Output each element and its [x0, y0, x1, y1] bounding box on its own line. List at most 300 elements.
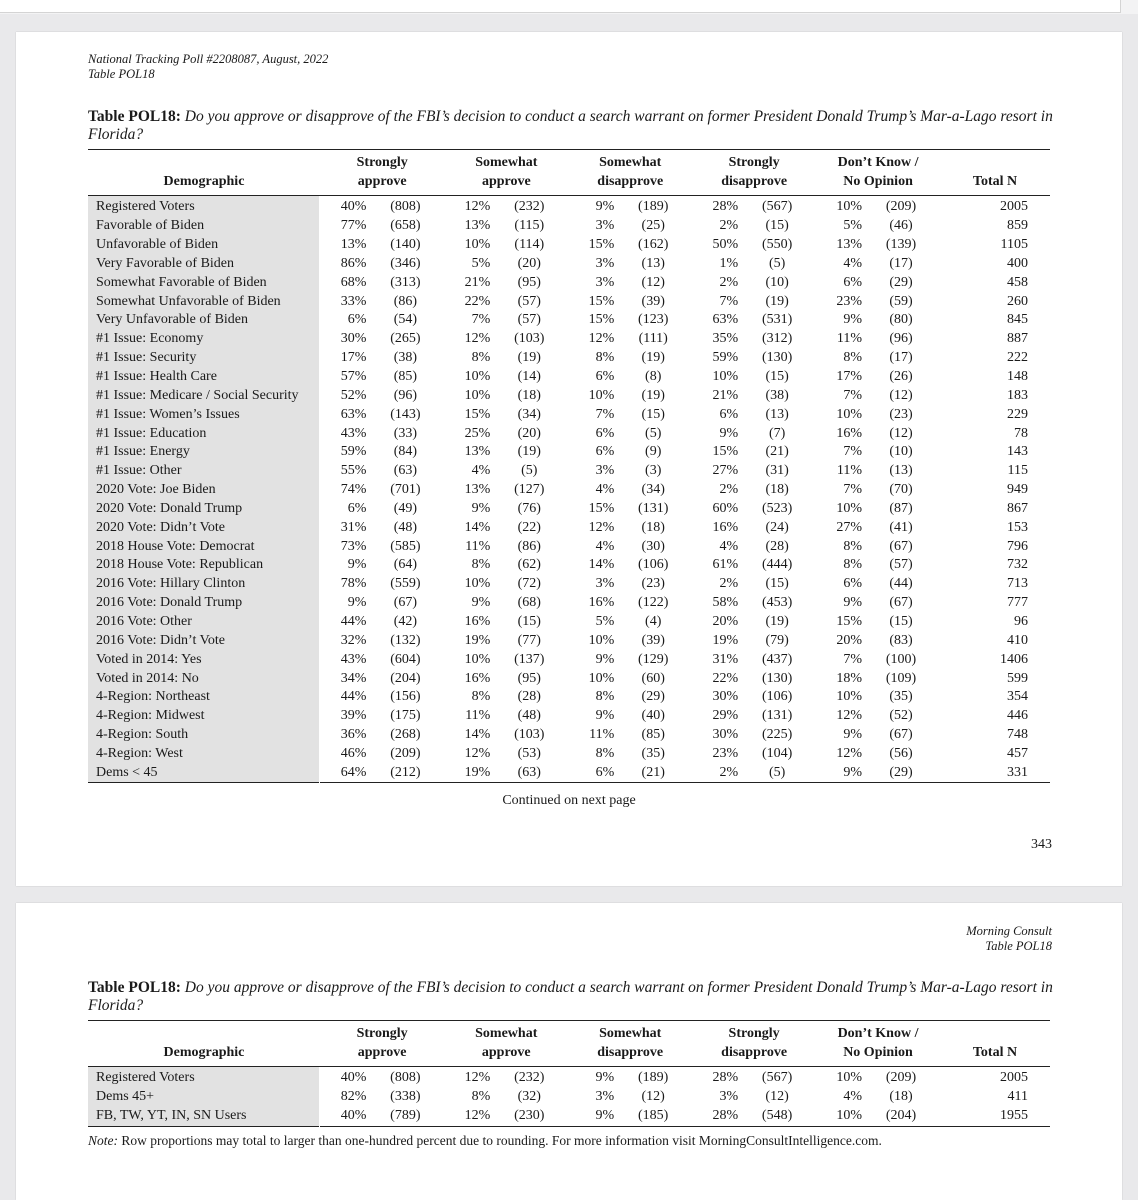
count-cell: (559) [390, 576, 421, 592]
percent-cell: 52% [340, 387, 367, 403]
percent-cell: 23% [836, 293, 863, 309]
percent-cell: 7% [719, 293, 739, 309]
percent-cell: 10% [836, 689, 863, 705]
percent-cell: 9% [471, 595, 491, 611]
demographic-label: 4-Region: Northeast [88, 688, 320, 707]
count-cell: (232) [514, 199, 545, 215]
caption-question: Do you approve or disapprove of the FBI’s decision to conduct a search warrant on former President Donald Trump’s Mar-a-Lago resort in Florida? [88, 979, 1053, 1014]
percent-cell: 9% [595, 708, 615, 724]
percent-cell: 3% [719, 1089, 739, 1105]
table-row [88, 330, 1050, 349]
percent-cell: 3% [595, 255, 615, 271]
demographic-label: Dems < 45 [88, 763, 320, 782]
count-cell: (139) [885, 237, 917, 253]
percent-cell: 22% [712, 670, 739, 686]
count-cell: (567) [761, 199, 793, 215]
percent-cell: 8% [843, 557, 863, 573]
percent-cell: 16% [464, 613, 491, 629]
count-cell: (12) [641, 274, 665, 290]
percent-cell: 21% [464, 274, 491, 290]
count-cell: (268) [390, 727, 421, 743]
total-n-cell: 949 [1007, 482, 1028, 498]
table-row [88, 196, 1050, 217]
count-cell: (10) [765, 274, 789, 290]
count-cell: (3) [645, 463, 662, 479]
count-cell: (57) [889, 557, 913, 573]
count-cell: (189) [638, 199, 669, 215]
demographic-label: 4-Region: South [88, 726, 320, 745]
percent-cell: 6% [595, 764, 615, 780]
count-cell: (13) [765, 406, 789, 422]
count-cell: (106) [638, 557, 669, 573]
demographic-label: #1 Issue: Medicare / Social Security [88, 386, 320, 405]
percent-cell: 17% [836, 369, 863, 385]
percent-cell: 28% [712, 1108, 739, 1124]
percent-cell: 8% [471, 689, 491, 705]
count-cell: (12) [641, 1089, 665, 1105]
count-cell: (29) [641, 689, 665, 705]
percent-cell: 31% [340, 519, 367, 535]
count-cell: (48) [517, 708, 541, 724]
percent-cell: 74% [340, 482, 367, 498]
percent-cell: 29% [712, 708, 739, 724]
percent-cell: 16% [712, 519, 739, 535]
count-cell: (39) [641, 293, 665, 309]
table-row [88, 594, 1050, 613]
demographic-label: #1 Issue: Other [88, 462, 320, 481]
total-n-cell: 2005 [1000, 199, 1028, 215]
count-cell: (109) [885, 670, 917, 686]
percent-cell: 15% [588, 500, 615, 516]
count-cell: (531) [761, 312, 793, 328]
percent-cell: 6% [595, 369, 615, 385]
count-cell: (83) [889, 632, 913, 648]
count-cell: (59) [889, 293, 913, 309]
count-cell: (230) [514, 1108, 545, 1124]
percent-cell: 6% [595, 444, 615, 460]
total-n-cell: 411 [1007, 1089, 1028, 1105]
note-text: Row proportions may total to larger than one-hundred percent due to rounding. For more information visit MorningConsultIntelligence.com. [121, 1133, 882, 1148]
percent-cell: 33% [340, 293, 367, 309]
table-row [88, 500, 1050, 519]
note-label: Note: [88, 1133, 118, 1148]
count-cell: (19) [517, 444, 541, 460]
total-n-cell: 732 [1007, 557, 1028, 573]
count-cell: (60) [641, 670, 665, 686]
count-cell: (232) [514, 1070, 545, 1086]
count-cell: (56) [889, 745, 913, 761]
count-cell: (35) [641, 745, 665, 761]
percent-cell: 9% [595, 1070, 615, 1086]
count-cell: (34) [641, 482, 665, 498]
table-row [88, 518, 1050, 537]
demographic-label: 4-Region: West [88, 744, 320, 763]
count-cell: (96) [889, 331, 913, 347]
count-cell: (41) [889, 519, 913, 535]
count-cell: (35) [889, 689, 913, 705]
count-cell: (70) [889, 482, 913, 498]
total-n-cell: 457 [1007, 745, 1028, 761]
count-cell: (15) [641, 406, 665, 422]
percent-cell: 8% [471, 1089, 491, 1105]
percent-cell: 10% [464, 237, 491, 253]
count-cell: (808) [390, 1070, 421, 1086]
percent-cell: 4% [843, 1089, 863, 1105]
count-cell: (8) [645, 369, 662, 385]
table-row [88, 292, 1050, 311]
percent-cell: 3% [595, 576, 615, 592]
col-strongly-approve: Strongly approve [320, 1021, 444, 1067]
percent-cell: 8% [843, 350, 863, 366]
count-cell: (44) [889, 576, 913, 592]
percent-cell: 7% [595, 406, 615, 422]
table-row [88, 631, 1050, 650]
percent-cell: 15% [712, 444, 739, 460]
total-n-cell: 1406 [1000, 651, 1028, 667]
percent-cell: 61% [712, 557, 739, 573]
percent-cell: 10% [464, 369, 491, 385]
percent-cell: 13% [464, 444, 491, 460]
count-cell: (18) [517, 387, 541, 403]
count-cell: (67) [393, 595, 418, 611]
count-cell: (123) [638, 312, 669, 328]
percent-cell: 6% [843, 576, 863, 592]
percent-cell: 12% [836, 708, 863, 724]
count-cell: (48) [393, 519, 418, 535]
percent-cell: 27% [712, 463, 739, 479]
percent-cell: 8% [471, 557, 491, 573]
total-n-cell: 867 [1007, 500, 1028, 516]
table-body [88, 1067, 1050, 1127]
percent-cell: 86% [340, 255, 367, 271]
total-n-cell: 796 [1007, 538, 1028, 554]
percent-cell: 6% [347, 312, 367, 328]
demographic-label: 2016 Vote: Other [88, 613, 320, 632]
demographic-label: Very Unfavorable of Biden [88, 311, 320, 330]
table-row [88, 349, 1050, 368]
table-body [88, 196, 1050, 783]
count-cell: (204) [885, 1108, 917, 1124]
percent-cell: 15% [588, 312, 615, 328]
demographic-label: #1 Issue: Security [88, 349, 320, 368]
table-row [88, 1067, 1050, 1088]
percent-cell: 31% [712, 651, 739, 667]
percent-cell: 50% [712, 237, 739, 253]
percent-cell: 78% [340, 576, 367, 592]
count-cell: (12) [765, 1089, 789, 1105]
total-n-cell: 458 [1007, 274, 1028, 290]
percent-cell: 9% [471, 500, 491, 516]
demographic-label: 2016 Vote: Didn’t Vote [88, 631, 320, 650]
count-cell: (567) [761, 1070, 793, 1086]
percent-cell: 63% [340, 406, 367, 422]
count-cell: (140) [390, 237, 421, 253]
count-cell: (57) [517, 312, 541, 328]
percent-cell: 19% [464, 764, 491, 780]
percent-cell: 10% [464, 387, 491, 403]
percent-cell: 57% [340, 369, 367, 385]
count-cell: (111) [638, 331, 668, 347]
percent-cell: 6% [595, 425, 615, 441]
percent-cell: 10% [464, 651, 491, 667]
total-n-cell: 260 [1007, 293, 1028, 309]
count-cell: (87) [889, 500, 913, 516]
count-cell: (84) [393, 444, 418, 460]
demographic-label: 4-Region: Midwest [88, 707, 320, 726]
percent-cell: 5% [595, 613, 615, 629]
percent-cell: 2% [719, 764, 739, 780]
demographic-label: Very Favorable of Biden [88, 255, 320, 274]
table-row [88, 462, 1050, 481]
table-row [88, 368, 1050, 387]
percent-cell: 15% [588, 293, 615, 309]
count-cell: (127) [514, 482, 545, 498]
percent-cell: 30% [712, 727, 739, 743]
previous-page-edge [0, 0, 1138, 14]
demographic-label: Voted in 2014: Yes [88, 650, 320, 669]
percent-cell: 12% [588, 519, 615, 535]
count-cell: (79) [765, 632, 789, 648]
count-cell: (209) [885, 199, 917, 215]
percent-cell: 73% [340, 538, 367, 554]
percent-cell: 44% [340, 689, 367, 705]
percent-cell: 14% [464, 727, 491, 743]
count-cell: (7) [768, 425, 786, 441]
demographic-label: Registered Voters [88, 1067, 320, 1088]
table-row [88, 255, 1050, 274]
table-row [88, 707, 1050, 726]
percent-cell: 10% [588, 632, 615, 648]
count-cell: (15) [765, 369, 789, 385]
count-cell: (265) [390, 331, 421, 347]
total-n-cell: 222 [1007, 350, 1028, 366]
percent-cell: 34% [340, 670, 367, 686]
percent-cell: 9% [843, 764, 863, 780]
count-cell: (28) [517, 689, 541, 705]
count-cell: (86) [393, 293, 418, 309]
percent-cell: 10% [836, 1108, 863, 1124]
document-page-343 [16, 32, 1122, 886]
running-header [966, 924, 1052, 954]
table-row [88, 744, 1050, 763]
count-cell: (33) [393, 425, 418, 441]
count-cell: (29) [889, 764, 913, 780]
count-cell: (62) [517, 557, 541, 573]
table-row [88, 575, 1050, 594]
demographic-label: 2016 Vote: Hillary Clinton [88, 575, 320, 594]
count-cell: (68) [517, 595, 541, 611]
percent-cell: 40% [340, 1070, 367, 1086]
count-cell: (57) [517, 293, 541, 309]
total-n-cell: 446 [1007, 708, 1028, 724]
percent-cell: 39% [340, 708, 367, 724]
percent-cell: 9% [347, 595, 367, 611]
col-total-n: Total N [940, 150, 1050, 196]
count-cell: (131) [638, 500, 669, 516]
col-strongly-disapprove: Strongly disapprove [692, 150, 816, 196]
percent-cell: 8% [471, 350, 491, 366]
percent-cell: 10% [588, 387, 615, 403]
count-cell: (5) [645, 425, 662, 441]
results-table [88, 149, 1050, 783]
total-n-cell: 400 [1007, 255, 1028, 271]
table-row [88, 311, 1050, 330]
count-cell: (13) [889, 463, 913, 479]
percent-cell: 4% [843, 255, 863, 271]
percent-cell: 3% [595, 1089, 615, 1105]
percent-cell: 3% [595, 274, 615, 290]
count-cell: (114) [514, 237, 545, 253]
count-cell: (21) [641, 764, 665, 780]
table-row [88, 1107, 1050, 1126]
count-cell: (189) [638, 1070, 669, 1086]
count-cell: (4) [645, 613, 662, 629]
count-cell: (64) [393, 557, 418, 573]
count-cell: (49) [393, 500, 418, 516]
total-n-cell: 748 [1007, 727, 1028, 743]
count-cell: (85) [641, 727, 665, 743]
page-number: 343 [1031, 837, 1052, 852]
percent-cell: 16% [836, 425, 863, 441]
percent-cell: 12% [836, 745, 863, 761]
count-cell: (175) [390, 708, 421, 724]
count-cell: (12) [889, 387, 913, 403]
table-row [88, 217, 1050, 236]
percent-cell: 8% [843, 538, 863, 554]
percent-cell: 13% [464, 218, 491, 234]
percent-cell: 4% [595, 538, 615, 554]
col-total-n: Total N [940, 1021, 1050, 1067]
percent-cell: 5% [471, 255, 491, 271]
percent-cell: 15% [588, 237, 615, 253]
count-cell: (85) [393, 369, 418, 385]
percent-cell: 4% [719, 538, 739, 554]
percent-cell: 3% [595, 218, 615, 234]
count-cell: (67) [889, 538, 913, 554]
table-row [88, 763, 1050, 782]
count-cell: (38) [765, 387, 789, 403]
percent-cell: 7% [471, 312, 491, 328]
total-n-cell: 183 [1007, 387, 1028, 403]
count-cell: (9) [645, 444, 662, 460]
poll-title: National Tracking Poll #2208087, August, 2022 [88, 52, 329, 66]
count-cell: (32) [517, 1089, 541, 1105]
count-cell: (20) [517, 255, 541, 271]
demographic-label: Unfavorable of Biden [88, 236, 320, 255]
count-cell: (103) [514, 331, 545, 347]
percent-cell: 25% [464, 425, 491, 441]
count-cell: (80) [889, 312, 913, 328]
table-row [88, 650, 1050, 669]
count-cell: (225) [761, 727, 793, 743]
percent-cell: 40% [340, 199, 367, 215]
percent-cell: 20% [836, 632, 863, 648]
percent-cell: 12% [464, 1070, 491, 1086]
col-demographic: Demographic [88, 1021, 320, 1067]
total-n-cell: 859 [1007, 218, 1028, 234]
percent-cell: 12% [588, 331, 615, 347]
count-cell: (28) [765, 538, 789, 554]
percent-cell: 2% [719, 218, 739, 234]
percent-cell: 10% [836, 500, 863, 516]
percent-cell: 16% [588, 595, 615, 611]
count-cell: (5) [768, 764, 786, 780]
count-cell: (22) [517, 519, 541, 535]
percent-cell: 9% [843, 312, 863, 328]
percent-cell: 19% [712, 632, 739, 648]
percent-cell: 36% [340, 727, 367, 743]
percent-cell: 10% [836, 406, 863, 422]
percent-cell: 20% [712, 613, 739, 629]
count-cell: (13) [641, 255, 665, 271]
col-somewhat-disapprove: Somewhat disapprove [568, 150, 692, 196]
percent-cell: 68% [340, 274, 367, 290]
percent-cell: 35% [712, 331, 739, 347]
percent-cell: 43% [340, 651, 367, 667]
demographic-label: 2018 House Vote: Republican [88, 556, 320, 575]
total-n-cell: 599 [1007, 670, 1028, 686]
count-cell: (313) [390, 274, 421, 290]
percent-cell: 2% [719, 576, 739, 592]
count-cell: (585) [390, 538, 421, 554]
demographic-label: 2020 Vote: Joe Biden [88, 481, 320, 500]
percent-cell: 11% [465, 538, 491, 554]
percent-cell: 4% [471, 463, 491, 479]
percent-cell: 12% [464, 331, 491, 347]
percent-cell: 11% [589, 727, 615, 743]
count-cell: (86) [517, 538, 541, 554]
count-cell: (15) [517, 613, 541, 629]
percent-cell: 19% [464, 632, 491, 648]
count-cell: (162) [638, 237, 669, 253]
demographic-label: #1 Issue: Health Care [88, 368, 320, 387]
count-cell: (212) [390, 764, 421, 780]
percent-cell: 59% [340, 444, 367, 460]
count-cell: (338) [390, 1089, 421, 1105]
count-cell: (23) [641, 576, 665, 592]
count-cell: (38) [393, 350, 418, 366]
total-n-cell: 410 [1007, 632, 1028, 648]
table-row [88, 424, 1050, 443]
total-n-cell: 148 [1007, 369, 1028, 385]
percent-cell: 5% [843, 218, 863, 234]
percent-cell: 9% [843, 595, 863, 611]
percent-cell: 9% [719, 425, 739, 441]
count-cell: (19) [765, 613, 789, 629]
percent-cell: 7% [843, 387, 863, 403]
table-row [88, 688, 1050, 707]
percent-cell: 9% [595, 199, 615, 215]
table-row [88, 481, 1050, 500]
count-cell: (444) [761, 557, 793, 573]
total-n-cell: 354 [1007, 689, 1028, 705]
table-row [88, 556, 1050, 575]
percent-cell: 27% [836, 519, 863, 535]
col-somewhat-disapprove: Somewhat disapprove [568, 1021, 692, 1067]
percent-cell: 11% [465, 708, 491, 724]
count-cell: (19) [765, 293, 789, 309]
total-n-cell: 115 [1007, 463, 1028, 479]
count-cell: (23) [889, 406, 913, 422]
percent-cell: 63% [712, 312, 739, 328]
count-cell: (15) [889, 613, 913, 629]
count-cell: (30) [641, 538, 665, 554]
count-cell: (132) [390, 632, 421, 648]
count-cell: (72) [517, 576, 541, 592]
count-cell: (130) [761, 350, 793, 366]
count-cell: (130) [761, 670, 793, 686]
total-n-cell: 713 [1007, 576, 1028, 592]
